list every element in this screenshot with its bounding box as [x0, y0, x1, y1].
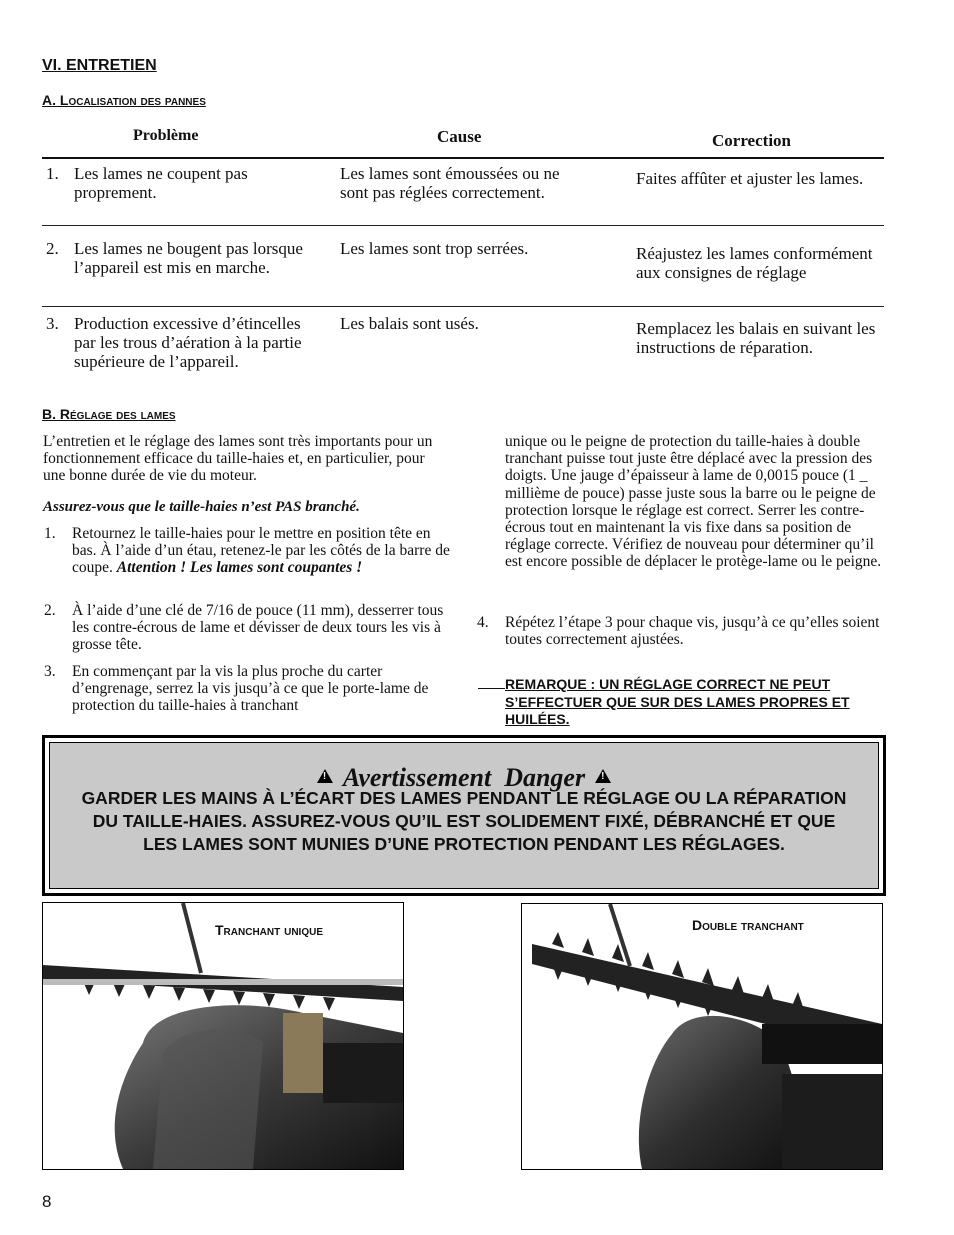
row-number: 1. — [46, 164, 59, 183]
photo-caption: Tranchant unique — [215, 922, 323, 938]
problem-cell: Production excessive d’étincelles par les trous d’aération à la partie supérieure de l’appareil. — [74, 314, 302, 371]
warning-panel — [49, 742, 879, 889]
table-header-rule — [42, 157, 884, 159]
double-edge-hedge-trimmer-image — [522, 904, 882, 1169]
danger-warning-box — [42, 735, 886, 896]
remark-note: REMARQUE : UN RÉGLAGE CORRECT NE PEUT S’EFFECTUER QUE SUR DES LAMES PROPRES ET HUILÉES. — [505, 676, 850, 727]
subheading-blade-adjustment: B. Réglage des lames — [42, 406, 176, 422]
remark-rule — [478, 688, 505, 689]
step-text: En commençant par la vis la plus proche du carter d’engrenage, serrez la vis jusqu’à ce que le porte-lame de protection du taille-haies à tranchant — [72, 663, 429, 715]
unplug-note: Assurez-vous que le taille-haies n’est PAS branché. — [43, 499, 360, 515]
photo-double-edge — [521, 903, 883, 1170]
table-row-divider — [42, 225, 884, 226]
column-header-problem: Problème — [133, 127, 199, 144]
problem-cell: Les lames ne coupent pas proprement. — [74, 164, 248, 202]
correction-cell: Faites affûter et ajuster les lames. — [636, 169, 864, 188]
warning-title-text: Avertissement Danger — [342, 763, 586, 792]
photo-caption: Double tranchant — [692, 917, 804, 933]
step-3-continued: unique ou le peigne de protection du taille-haies à double tranchant puisse tout juste être déplacé avec la pression des doigts. Une jauge d’épaisseur à lame de 0,0015 pouce (1 _ millième de pouce) passe juste sous la barre ou le peigne de protection lorsque le réglage est correct. Serrer les contre-écrous tout en maintenant la vis fixe dans sa position de réglage correcte. Vérifiez de nouveau pour déterminer qu’il est encore possible de déplacer le protège-lame ou le peigne. — [505, 433, 882, 571]
page-number: 8 — [42, 1192, 52, 1211]
problem-cell: Les lames ne bougent pas lorsque l’appareil est mis en marche. — [74, 239, 303, 277]
row-number: 2. — [46, 239, 59, 258]
cause-cell: Les lames sont trop serrées. — [340, 239, 529, 258]
row-number: 3. — [46, 314, 59, 333]
single-edge-hedge-trimmer-image — [43, 903, 403, 1169]
correction-cell: Réajustez les lames conformément aux consignes de réglage — [636, 244, 873, 282]
subheading-troubleshooting: A. Localisation des pannes — [42, 92, 206, 108]
warning-text: GARDER LES MAINS À L’ÉCART DES LAMES PENDANT LE RÉGLAGE OU LA RÉPARATION DU TAILLE-HAIES. ASSUREZ-VOUS QU’IL EST SOLIDEMENT FIXÉ, DÉBRANCHÉ ET QUE LES LAMES SONT MUNIES D’UNE PROTECTION PENDANT LES RÉGLAGES. — [81, 788, 847, 854]
step-text-body: Retournez le taille-haies pour le mettre en position tête en bas. À l’aide d’un étau, retenez-le par les côtés de la barre de coupe. — [72, 525, 450, 577]
step-number: 2. — [44, 602, 56, 619]
step-text: Répétez l’étape 3 pour chaque vis, jusqu’à ce qu’elles soient toutes correctement ajustées. — [505, 614, 880, 649]
photo-single-edge — [42, 902, 404, 1170]
column-header-correction: Correction — [712, 131, 791, 150]
warning-triangle-icon — [595, 769, 611, 783]
step-number: 3. — [44, 663, 56, 680]
step-number: 4. — [477, 614, 489, 631]
step-text — [72, 525, 457, 577]
warning-triangle-icon — [317, 769, 333, 783]
step-warning: Attention ! Les lames sont coupantes ! — [116, 559, 363, 577]
table-row-divider — [42, 306, 884, 307]
column-header-cause: Cause — [437, 127, 482, 146]
cause-cell: Les balais sont usés. — [340, 314, 479, 333]
section-title: VI. ENTRETIEN — [42, 57, 157, 74]
correction-cell: Remplacez les balais en suivant les instructions de réparation. — [636, 319, 876, 357]
cause-cell: Les lames sont émoussées ou ne sont pas réglées correctement. — [340, 164, 560, 202]
intro-paragraph: L’entretien et le réglage des lames sont très importants pour un fonctionnement efficace du taille-haies et, en particulier, pour une bonne durée de vie du moteur. — [43, 433, 433, 485]
step-number: 1. — [44, 525, 56, 542]
step-text: À l’aide d’une clé de 7/16 de pouce (11 mm), desserrer tous les contre-écrous de lame et dévisser de deux tours les vis à grosse tête. — [72, 602, 444, 654]
